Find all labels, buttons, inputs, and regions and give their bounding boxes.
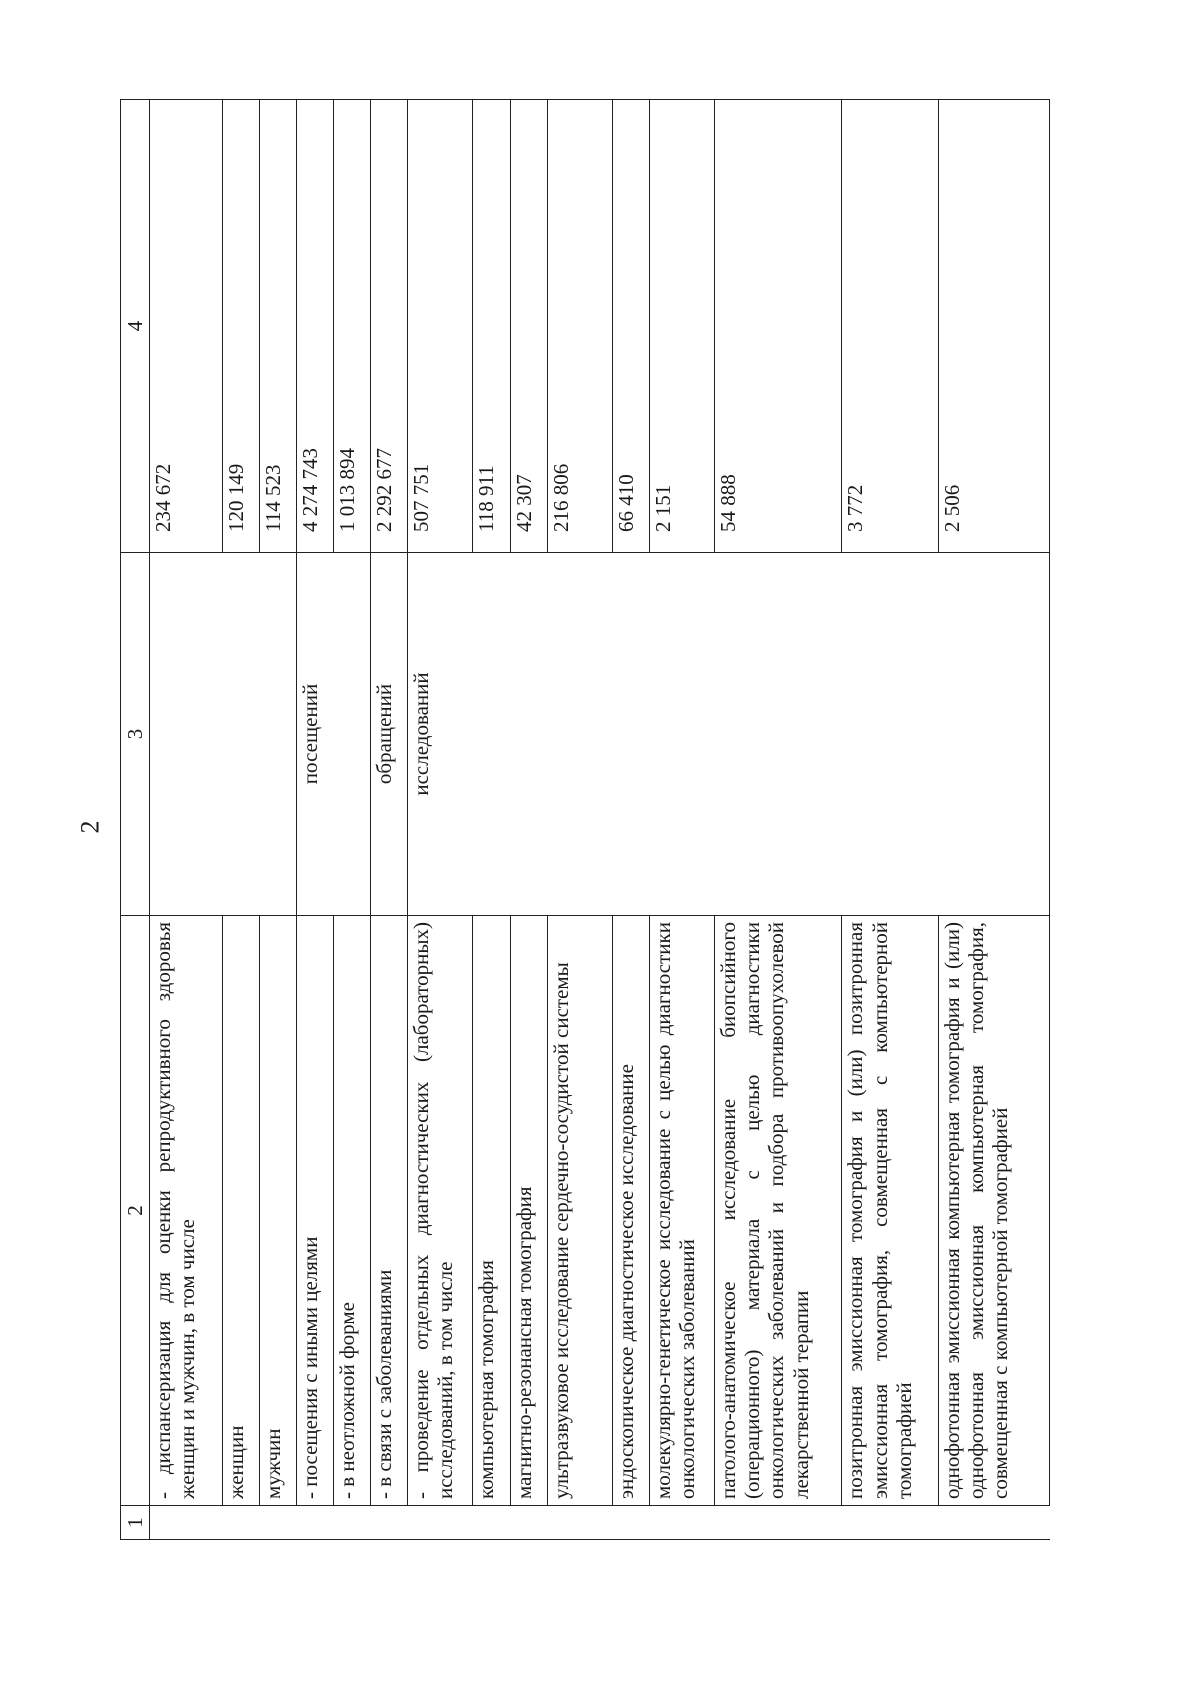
row-value: 1 013 894 (333, 100, 370, 553)
header-col-2: 2 (121, 916, 150, 1506)
row-name: - посещения с иными целями (296, 916, 333, 1506)
row-value: 2 151 (649, 100, 715, 553)
row-value: 118 911 (473, 100, 510, 553)
header-col-3: 3 (121, 553, 150, 916)
row-name: ультразвуковое исследование сердечно-сосудистой системы (547, 916, 612, 1506)
table-row (150, 100, 223, 1540)
row-name: - в неотложной форме (333, 916, 370, 1506)
table-row (370, 100, 407, 1540)
row-value: 3 772 (842, 100, 938, 553)
row-value: 507 751 (407, 100, 473, 553)
row-unit (150, 553, 297, 916)
row-value: 42 307 (510, 100, 547, 553)
header-col-1: 1 (121, 1506, 150, 1540)
row-name: компьютерная томография (473, 916, 510, 1506)
row-name: эндоскопическое диагностическое исследование (612, 916, 649, 1506)
row-value: 216 806 (547, 100, 612, 553)
row-unit: исследований (407, 553, 1049, 916)
row-value: 54 888 (715, 100, 842, 553)
row-value: 4 274 743 (296, 100, 333, 553)
row-name: мужчин (259, 916, 296, 1506)
row-unit: посещений (296, 553, 370, 916)
row-unit: обращений (370, 553, 407, 916)
table-row (407, 100, 473, 1540)
row-value: 234 672 (150, 100, 223, 553)
page-number: 2 (75, 820, 105, 834)
row-name: патолого-анатомическое исследование биопсийного (операционного) материала с целью диагностики онкологических заболеваний и подбора противоопухолевой лекарственной терапии (715, 916, 842, 1506)
row-value: 66 410 (612, 100, 649, 553)
header-row (121, 100, 150, 1540)
row-value: 2 506 (938, 100, 1049, 553)
row-value: 114 523 (259, 100, 296, 553)
row-name: однофотонная эмиссионная компьютерная томография и (или) однофотонная эмиссионная компьютерная томография, совмещенная с компьютерной томографией (938, 916, 1049, 1506)
row-name: молекулярно-генетическое исследование с целью диагностики онкологических заболеваний (649, 916, 715, 1506)
row-name: позитронная эмиссионная томография и (или) позитронная эмиссионная томография, совмещенная с компьютерной томографией (842, 916, 938, 1506)
row-value: 2 292 677 (370, 100, 407, 553)
rotated-table-container (120, 100, 1050, 1540)
table-row (296, 100, 333, 1540)
row-name: - диспансеризация для оценки репродуктивного здоровья женщин и мужчин, в том числе (150, 916, 223, 1506)
row-value: 120 149 (222, 100, 259, 553)
row-name: - проведение отдельных диагностических (лабораторных) исследований, в том числе (407, 916, 473, 1506)
row-number-cell (150, 1506, 1050, 1540)
row-name: магнитно-резонансная томография (510, 916, 547, 1506)
row-name: женщин (222, 916, 259, 1506)
header-col-4: 4 (121, 100, 150, 553)
services-volume-table (120, 99, 1050, 1540)
row-name: - в связи с заболеваниями (370, 916, 407, 1506)
